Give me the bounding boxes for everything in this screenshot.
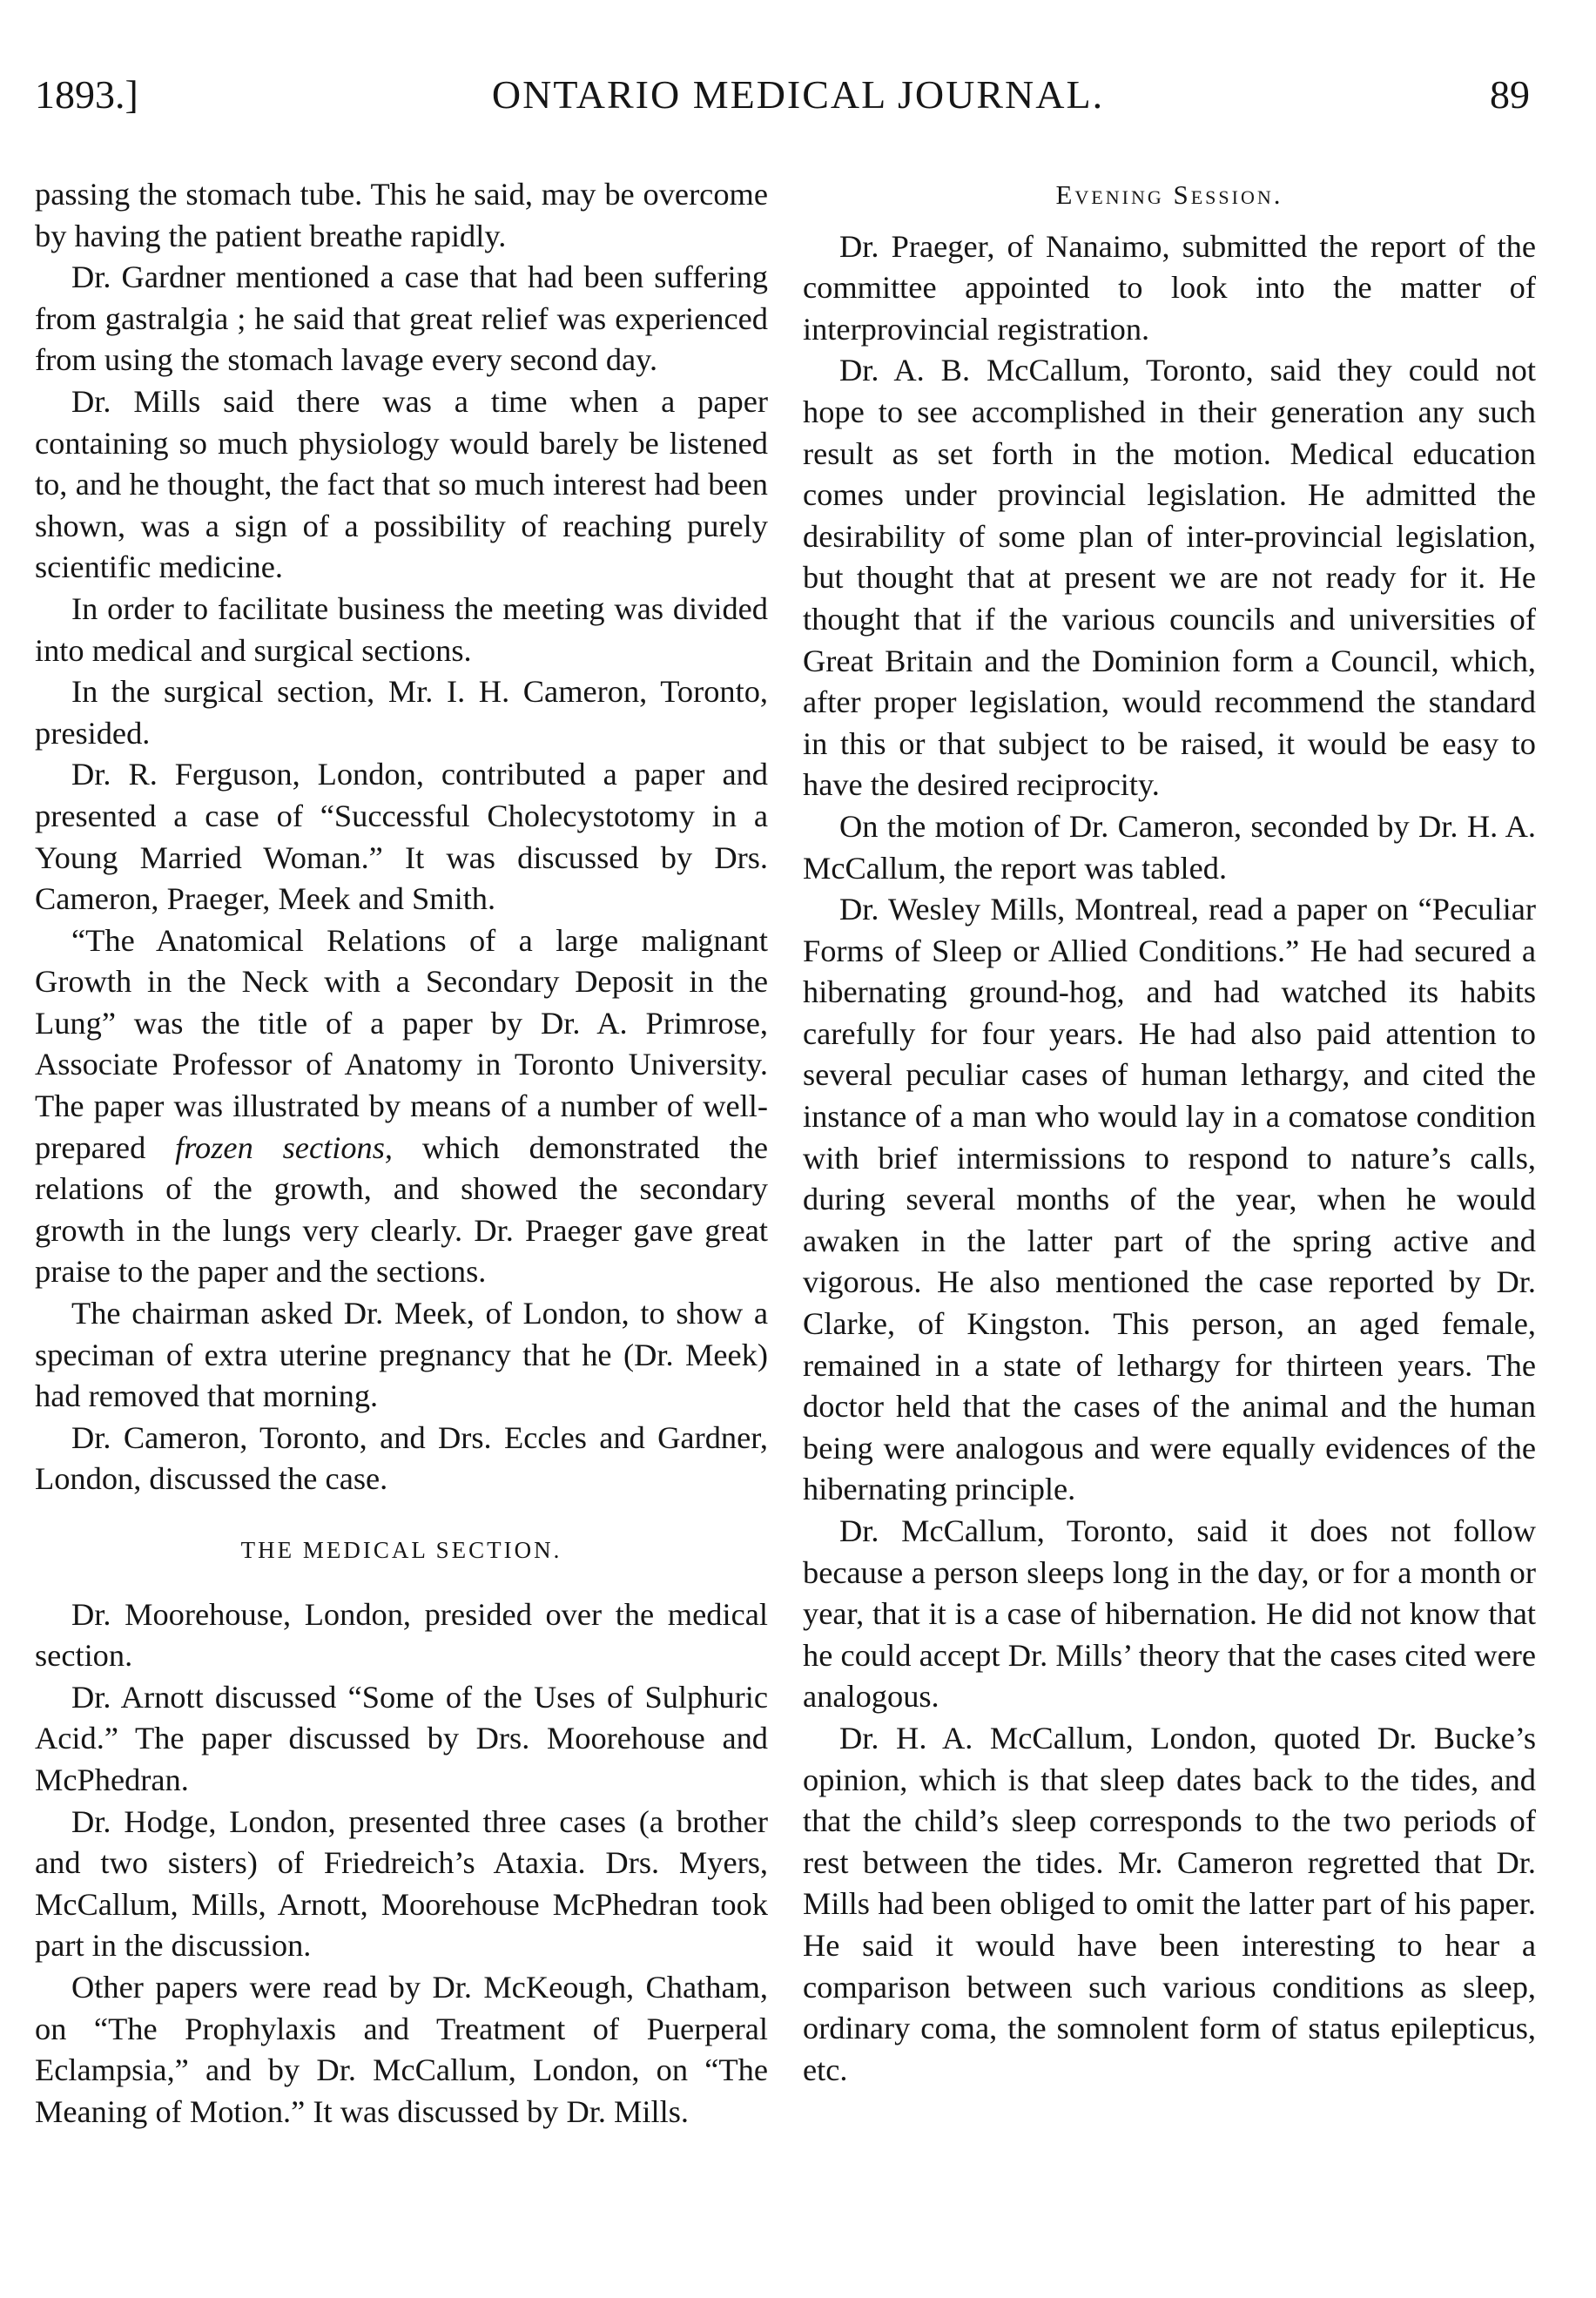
right-column — [803, 174, 1536, 2091]
paragraph: Dr. McCallum, Toronto, said it does not follow because a person sleeps long in the day, or for a month or year, that it is a case of hibernation. He did not know that he could accept Dr. Mills’ theory that the cases cited were analogous. — [803, 1513, 1536, 1715]
paragraph: Other papers were read by Dr. McKeough, Chatham, on “The Prophylaxis and Treatment of Puerperal Eclampsia,” and by Dr. McCallum, London, on “The Meaning of Motion.” It was discussed by Dr. Mills. — [35, 1969, 768, 2129]
text-run: which demonstrated the relations of the growth, and showed the secondary growth in the lungs very clearly. Dr. Praeger gave great praise to the paper and the sections. — [35, 1129, 768, 1290]
text-run: “The Anatomical Relations of a large malignant Growth in the Neck with a Secondary Deposit in the Lung” was the title of a paper by Dr. A. Primrose, Associate Professor of Anatomy in Toronto University. The paper was illustrated by means of a number of well-prepared — [35, 922, 768, 1165]
paragraph: passing the stomach tube. This he said, may be overcome by having the patient breathe rapidly. — [35, 177, 768, 253]
paragraph: The chairman asked Dr. Meek, of London, to show a speciman of extra uterine pregnancy that he (Dr. Meek) had removed that morning. — [35, 1296, 768, 1414]
page-number: 89 — [1490, 72, 1530, 117]
paragraph: Dr. Cameron, Toronto, and Drs. Eccles and Gardner, London, discussed the case. — [35, 1419, 768, 1497]
paragraph: On the motion of Dr. Cameron, seconded by Dr. H. A. McCallum, the report was tabled. — [803, 808, 1536, 886]
paragraph: Dr. A. B. McCallum, Toronto, said they could not hope to see accomplished in their generation any such result as set forth in the motion. Medical education comes under provincial legislation. He admitted the desirability of some plan of inter-provincial legislation, but thought that at present we are not ready for it. He thought that if the various councils and universities of Great Britain and the Dominion form a Council, which, after proper legislation, would recommend the standard in this or that subject to be raised, it would be easy to have the desired reciprocity. — [803, 353, 1536, 803]
left-column — [35, 174, 768, 2133]
paragraph: Dr. Moorehouse, London, presided over the medical section. — [35, 1596, 768, 1674]
paragraph: Dr. H. A. McCallum, London, quoted Dr. Bucke’s opinion, which is that sleep dates back to the tides, and that the child’s sleep corresponds to the two periods of rest between the tides. Mr. Cameron regretted that Dr. Mills had been obliged to omit the latter part of his paper. He said it would have been interesting to hear a comparison between such various conditions as sleep, ordinary coma, the somnolent form of status epilepticus, etc. — [803, 1720, 1536, 2087]
paragraph: In order to facilitate business the meeting was divided into medical and surgical sections. — [35, 590, 768, 668]
section-heading: Evening Session. — [1055, 179, 1283, 210]
paragraph: In the surgical section, Mr. I. H. Cameron, Toronto, presided. — [35, 674, 768, 751]
paragraph: Dr. Hodge, London, presented three cases (a brother and two sisters) of Friedreich’s Ataxia. Drs. Myers, McCallum, Mills, Arnott, Moorehouse McPhedran took part in the discussion. — [35, 1803, 768, 1964]
paragraph: Dr. R. Ferguson, London, contributed a paper and presented a case of “Successful Cholecystotomy in a Young Married Woman.” It was discussed by Drs. Cameron, Praeger, Meek and Smith. — [35, 757, 768, 917]
paragraph: Dr. Praeger, of Nanaimo, submitted the report of the committee appointed to look into the matter of interprovincial registration. — [803, 228, 1536, 347]
emphasis-text: frozen sections, — [175, 1129, 393, 1165]
paragraph: Dr. Arnott discussed “Some of the Uses of Sulphuric Acid.” The paper discussed by Drs. Moorehouse and McPhedran. — [35, 1679, 768, 1797]
year-marker: 1893.] — [35, 72, 138, 117]
running-title: ONTARIO MEDICAL JOURNAL. — [491, 72, 1105, 117]
paragraph: Dr. Mills said there was a time when a paper containing so much physiology would barely be listened to, and he thought, the fact that so much interest had been shown, was a sign of a possibility of reaching purely scientific medicine. — [35, 383, 768, 585]
paragraph: Dr. Wesley Mills, Montreal, read a paper on “Peculiar Forms of Sleep or Allied Conditions.” He had secured a hibernating ground-hog, and had watched its habits carefully for four years. He had also paid attention to several peculiar cases of human lethargy, and cited the instance of a man who would lay in a comatose condition with brief intermissions to respond to nature’s calls, during several months of the year, when he would awaken in the latter part of the spring active and vigorous. He also mentioned the case reported by Dr. Clarke, of Kingston. This person, an aged female, remained in a state of lethargy for thirteen years. The doctor held that the cases of the animal and the human being were analogous and were equally evidences of the hibernating principle. — [803, 892, 1536, 1507]
paragraph: Dr. Gardner mentioned a case that had been suffering from gastralgia ; he said that great relief was experienced from using the stomach lavage every second day. — [35, 259, 768, 378]
paragraph — [35, 920, 768, 1293]
section-heading: THE MEDICAL SECTION. — [240, 1537, 562, 1563]
